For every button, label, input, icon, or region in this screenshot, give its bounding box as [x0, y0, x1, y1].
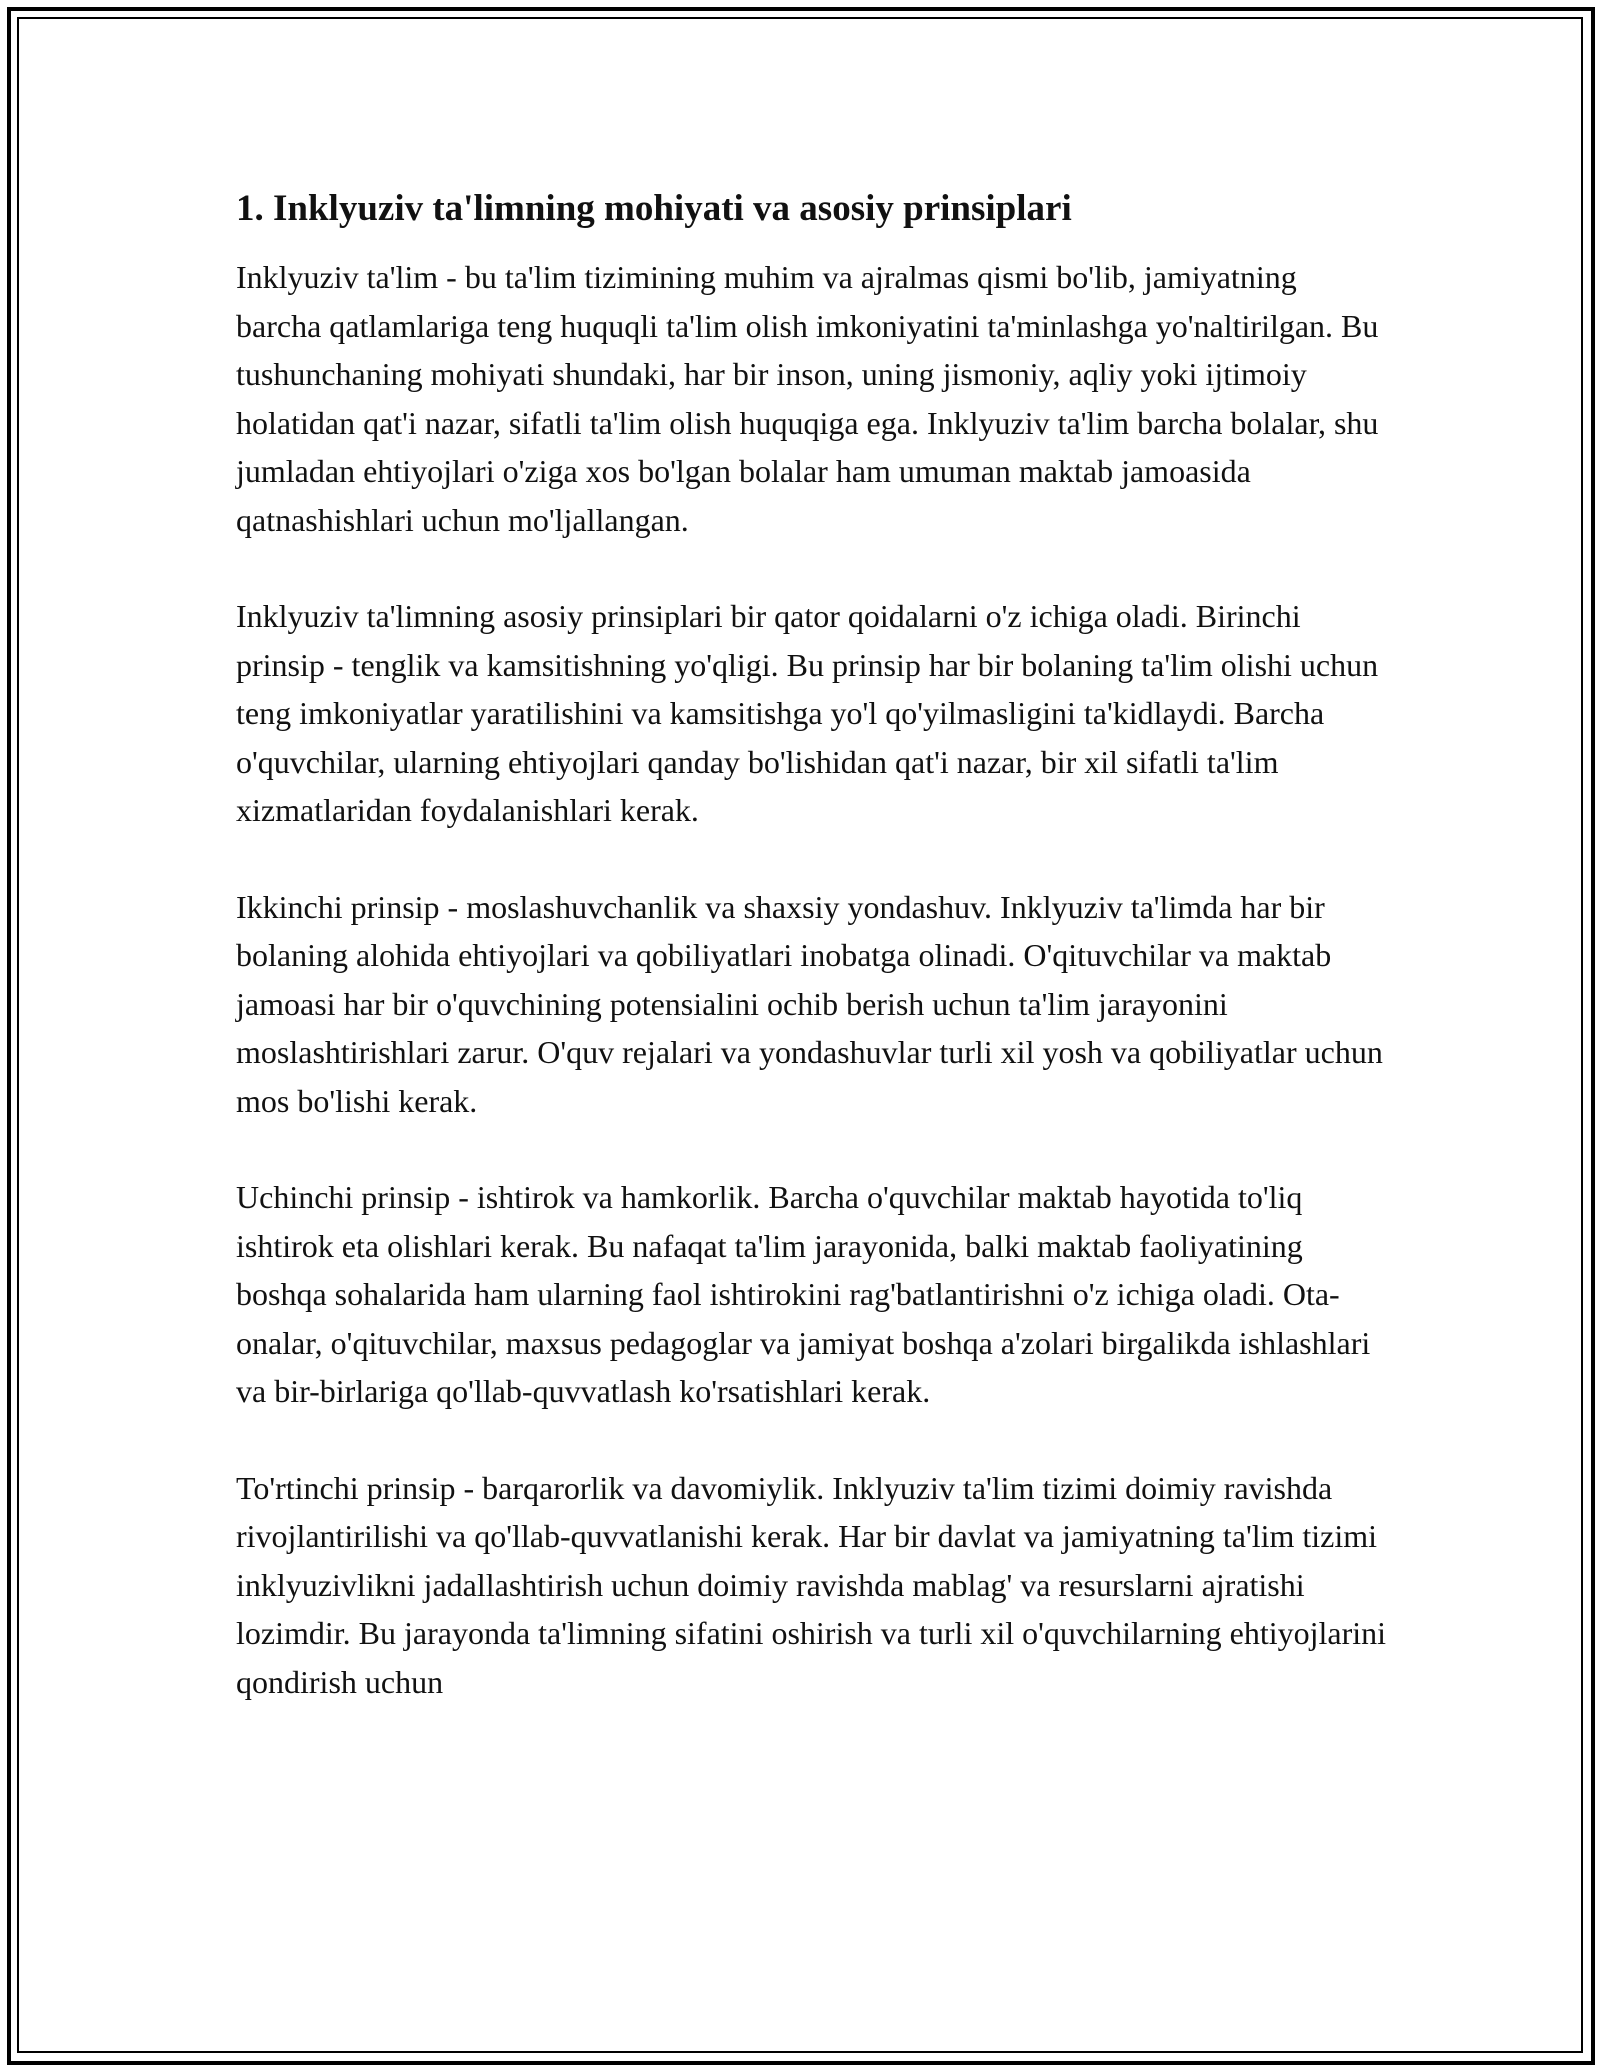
- section-heading: 1. Inklyuziv ta'limning mohiyati va asosiy prinsiplari: [236, 188, 1072, 229]
- paragraph-principle-3: Uchinchi prinsip - ishtirok va hamkorlik. Barcha o'quvchilar maktab hayotida to'liq ishtirok eta olishlari kerak. Bu nafaqat ta'lim jarayonida, balki maktab faoliyatining boshqa sohalarida ham ularning faol ishtirokini rag'batlantirishni o'z ichiga oladi. Ota-onalar, o'qituvchilar, maxsus pedagoglar va jamiyat boshqa a'zolari birgalikda ishlashlari va bir-birlariga qo'llab-quvvatlash ko'rsatishlari kerak.: [236, 1179, 1371, 1409]
- paragraph-principle-2: Ikkinchi prinsip - moslashuvchanlik va shaxsiy yondashuv. Inklyuziv ta'limda har bir bolaning alohida ehtiyojlari va qobiliyatlari inobatga olinadi. O'qituvchilar va maktab jamoasi har bir o'quvchining potensialini ochib berish uchun ta'lim jarayonini moslashtirishlari zarur. O'quv rejalari va yondashuvlar turli xil yosh va qobiliyatlar uchun mos bo'lishi kerak.: [236, 888, 1383, 1119]
- paragraph-intro: Inklyuziv ta'lim - bu ta'lim tizimining muhim va ajralmas qismi bo'lib, jamiyatning barcha qatlamlariga teng huquqli ta'lim olish imkoniyatini ta'minlashga yo'naltirilgan. Bu tushunchaning mohiyati shundaki, har bir inson, uning jismoniy, aqliy yoki ijtimoiy holatidan qat'i nazar, sifatli ta'lim olish huquqiga ega. Inklyuziv ta'lim barcha bolalar, shu jumladan ehtiyojlari o'ziga xos bo'lgan bolalar ham umuman maktab jamoasida qatnashishlari uchun mo'ljallangan.: [236, 259, 1379, 538]
- paragraph-principle-1: Inklyuziv ta'limning asosiy prinsiplari bir qator qoidalarni o'z ichiga oladi. Birinchi prinsip - tenglik va kamsitishning yo'qligi. Bu prinsip har bir bolaning ta'lim olishi uchun teng imkoniyatlar yaratilishini va kamsitishga yo'l qo'yilmasligini ta'kidlaydi. Barcha o'quvchilar, ularning ehtiyojlari qanday bo'lishidan qat'i nazar, bir xil sifatli ta'lim xizmatlaridan foydalanishlari kerak.: [236, 598, 1379, 828]
- paragraph-principle-4: To'rtinchi prinsip - barqarorlik va davomiylik. Inklyuziv ta'lim tizimi doimiy ravishda rivojlantirilishi va qo'llab-quvvatlanishi kerak. Har bir davlat va jamiyatning ta'lim tizimi inklyuzivlikni jadallashtirish uchun doimiy ravishda mablag' va resurslarni ajratishi lozimdir. Bu jarayonda ta'limning sifatini oshirish va turli xil o'quvchilarning ehtiyojlarini qondirish uchun: [236, 1469, 1387, 1700]
- document-body: [236, 183, 1386, 1754]
